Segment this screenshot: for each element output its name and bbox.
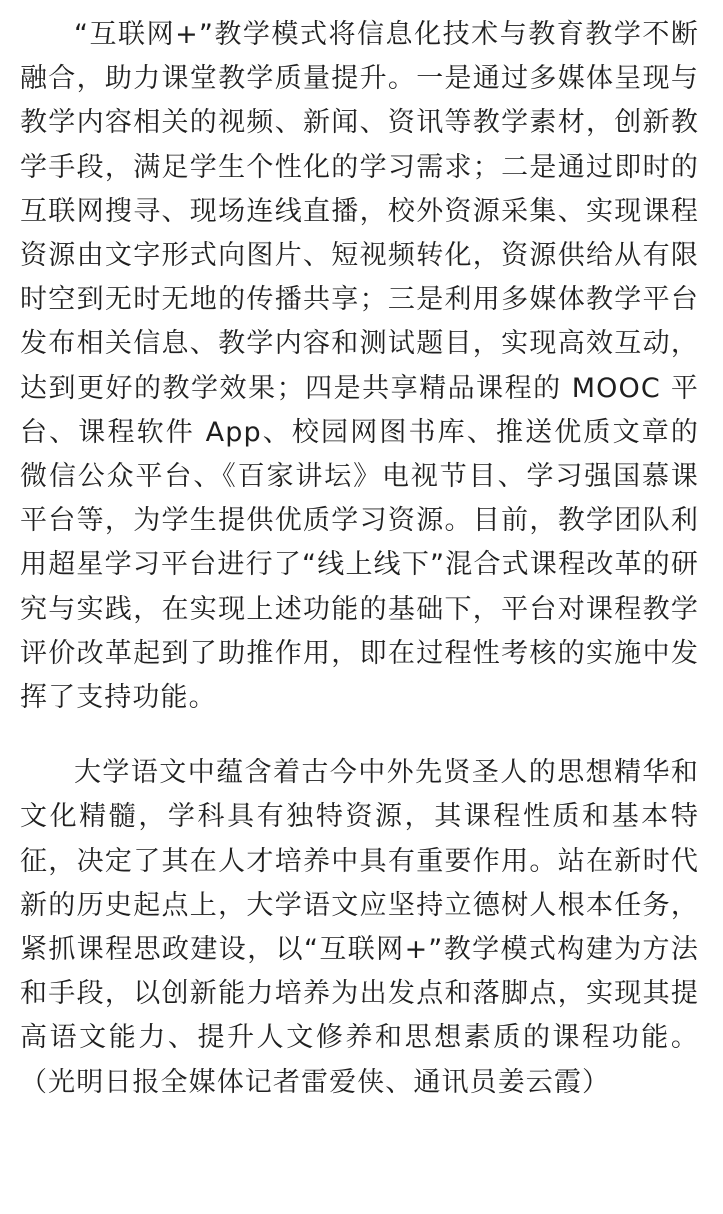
article-paragraph-internet-plus-teaching: “互联网+”教学模式将信息化技术与教育教学不断融合，助力课堂教学质量提升。一是通过多媒体呈现与教学内容相关的视频、新闻、资讯等教学素材，创新教学手段，满足学生个性化的学习需求；二是通过即时的互联网搜寻、现场连线直播，校外资源采集、实现课程资源由文字形式向图片、短视频转化，资源供给从有限时空到无时无地的传播共享；三是利用多媒体教学平台发布相关信息、教学内容和测试题目，实现高效互动，达到更好的教学效果；四是共享精品课程的 MOOC 平台、课程软件 App、校园网图书库、推送优质文章的微信公众平台、《百家讲坛》电视节目、学习强国慕课平台等，为学生提供优质学习资源。目前，教学团队利用超星学习平台进行了“线上线下”混合式课程改革的研究与实践，在实现上述功能的基础下，平台对课程教学评价改革起到了助推作用，即在过程性考核的实施中发挥了支持功能。 — [20, 19, 699, 714]
article-paragraph-college-chinese: 大学语文中蕴含着古今中外先贤圣人的思想精华和文化精髓，学科具有独特资源，其课程性质和基本特征，决定了其在人才培养中具有重要作用。站在新时代新的历史起点上，大学语文应坚持立德树人根本任务，紧抓课程思政建设，以“互联网+”教学模式构建为方法和手段，以创新能力培养为出发点和落脚点，实现其提高语文能力、提升人文修养和思想素质的课程功能。（光明日报全媒体记者雷爱侠、通讯员姜云霞） — [20, 757, 699, 1098]
